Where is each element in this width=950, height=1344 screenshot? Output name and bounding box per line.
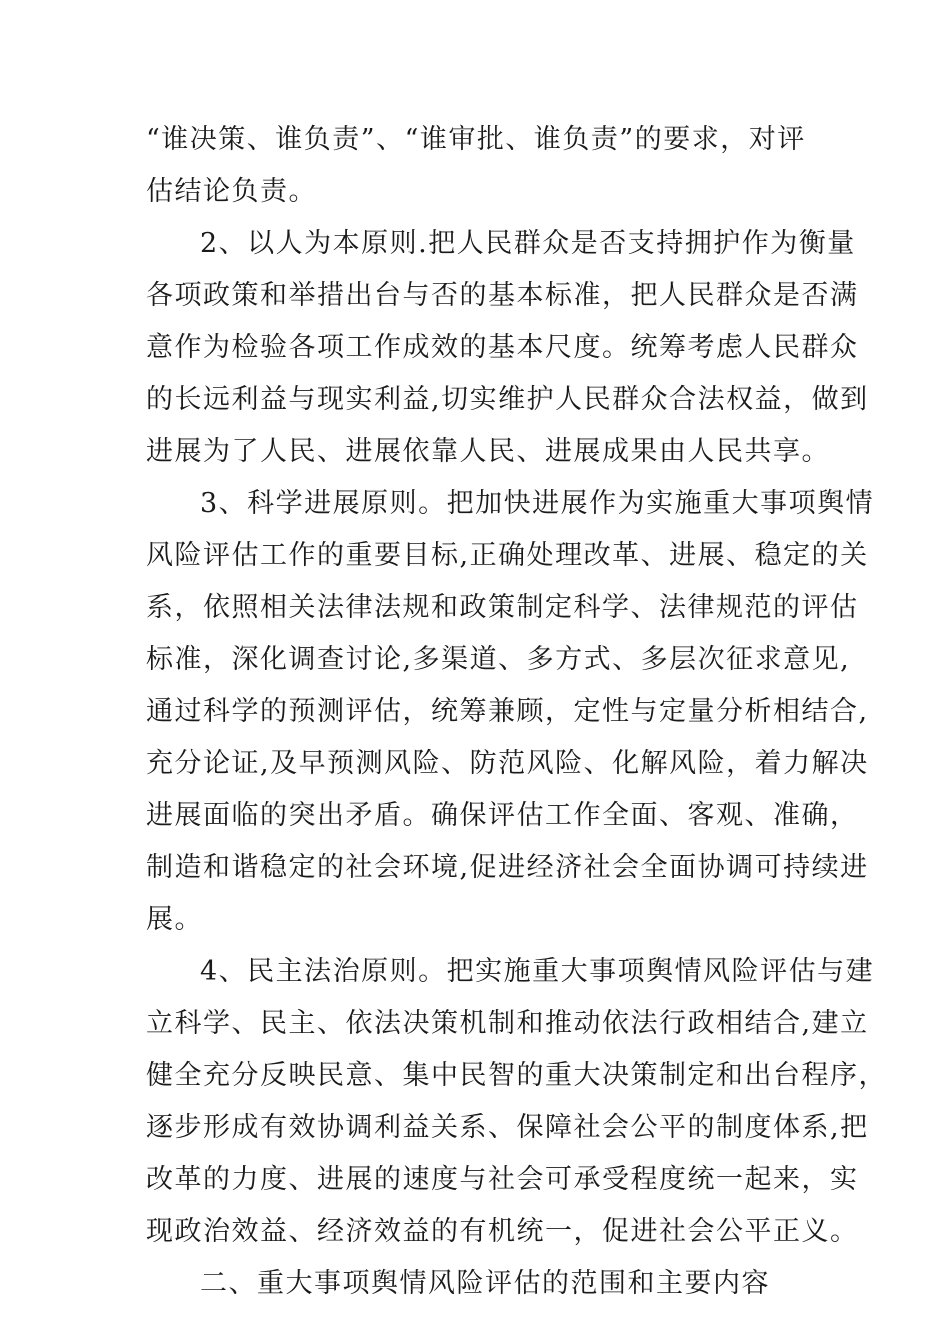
text-line: 3、科学进展原则。把加快进展作为实施重大事项舆情 — [200, 488, 875, 519]
paragraph-people-oriented — [146, 218, 869, 478]
text-line: 二、重大事项舆情风险评估的范围和主要内容 — [200, 1268, 770, 1299]
paragraph-scientific-development — [146, 478, 875, 946]
text-line: 制造和谐稳定的社会环境,促进经济社会全面协调可持续进 — [146, 852, 869, 883]
text-line: 展。 — [146, 904, 203, 935]
text-line: “谁决策、谁负责”、“谁审批、谁负责”的要求，对评 — [146, 124, 806, 155]
text-line: 逐步形成有效协调利益关系、保障社会公平的制度体系,把 — [146, 1112, 869, 1143]
text-line: 现政治效益、经济效益的有机统一，促进社会公平正义。 — [146, 1216, 859, 1247]
text-line: 估结论负责。 — [146, 176, 317, 207]
text-line: 各项政策和举措出台与否的基本标准，把人民群众是否满 — [146, 280, 859, 311]
body-text — [146, 114, 887, 1310]
text-line: 风险评估工作的重要目标,正确处理改革、进展、稳定的关 — [146, 540, 869, 571]
text-line: 通过科学的预测评估，统筹兼顾，定性与定量分析相结合, — [146, 696, 869, 727]
text-line: 充分论证,及早预测风险、防范风险、化解风险，着力解决 — [146, 748, 869, 779]
paragraph-responsibility — [146, 114, 806, 218]
section-heading-scope-and-content — [146, 1258, 796, 1310]
paragraph-democracy-rule-of-law — [146, 946, 887, 1258]
text-line: 意作为检验各项工作成效的基本尺度。统筹考虑人民群众 — [146, 332, 859, 363]
text-line: 2、以人为本原则.把人民群众是否支持拥护作为衡量 — [200, 228, 856, 259]
text-line: 改革的力度、进展的速度与社会可承受程度统一起来，实 — [146, 1164, 859, 1195]
text-line: 进展为了人民、进展依靠人民、进展成果由人民共享。 — [146, 436, 830, 467]
text-line: 系，依照相关法律法规和政策制定科学、法律规范的评估 — [146, 592, 859, 623]
text-line: 健全充分反映民意、集中民智的重大决策制定和出台程序， — [146, 1060, 887, 1091]
text-line: 标准，深化调查讨论,多渠道、多方式、多层次征求意见, — [146, 644, 851, 675]
text-line: 立科学、民主、依法决策机制和推动依法行政相结合,建立 — [146, 1008, 869, 1039]
text-line: 进展面临的突出矛盾。确保评估工作全面、客观、准确， — [146, 800, 859, 831]
text-line: 的长远利益与现实利益,切实维护人民群众合法权益，做到 — [146, 384, 869, 415]
text-line: 4、民主法治原则。把实施重大事项舆情风险评估与建 — [200, 956, 875, 987]
